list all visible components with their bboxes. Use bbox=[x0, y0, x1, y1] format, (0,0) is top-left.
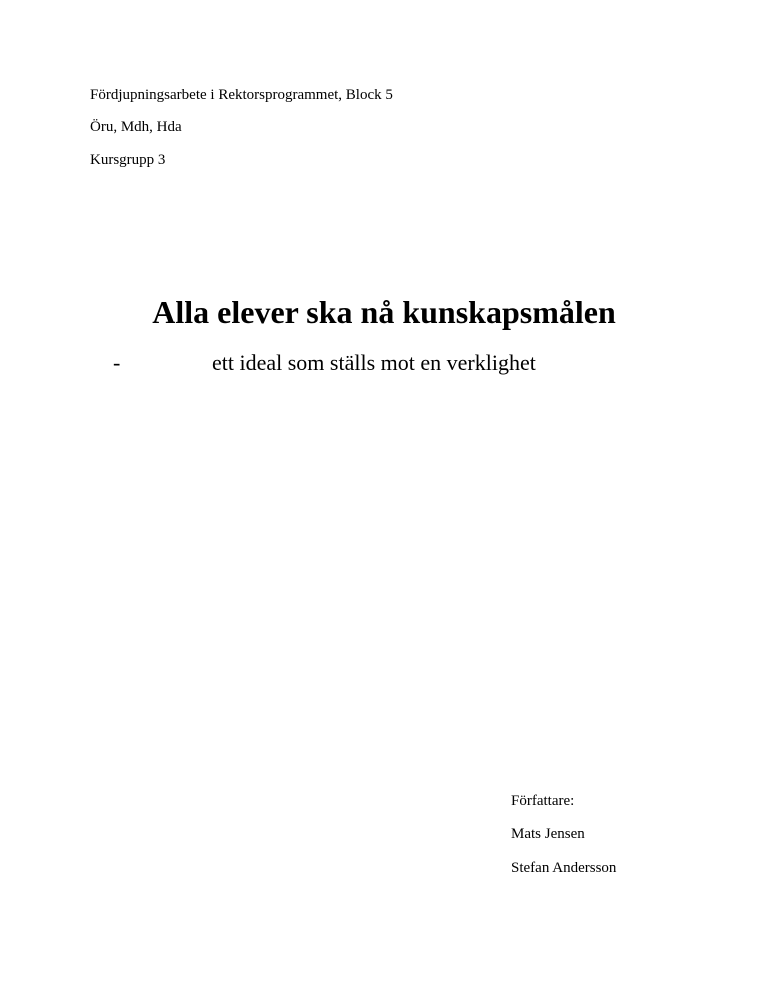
author-name: Mats Jensen bbox=[511, 826, 585, 842]
subtitle-dash: - bbox=[113, 350, 121, 375]
course-line: Fördjupningsarbete i Rektorsprogrammet, Block 5 bbox=[90, 87, 393, 103]
authors-label: Författare: bbox=[511, 793, 575, 809]
course-group-line: Kursgrupp 3 bbox=[90, 152, 166, 168]
institution-line: Öru, Mdh, Hda bbox=[90, 119, 182, 135]
document-title: Alla elever ska nå kunskapsmålen bbox=[152, 294, 616, 330]
author-name: Stefan Andersson bbox=[511, 860, 617, 876]
document-subtitle: ett ideal som ställs mot en verklighet bbox=[212, 350, 536, 375]
